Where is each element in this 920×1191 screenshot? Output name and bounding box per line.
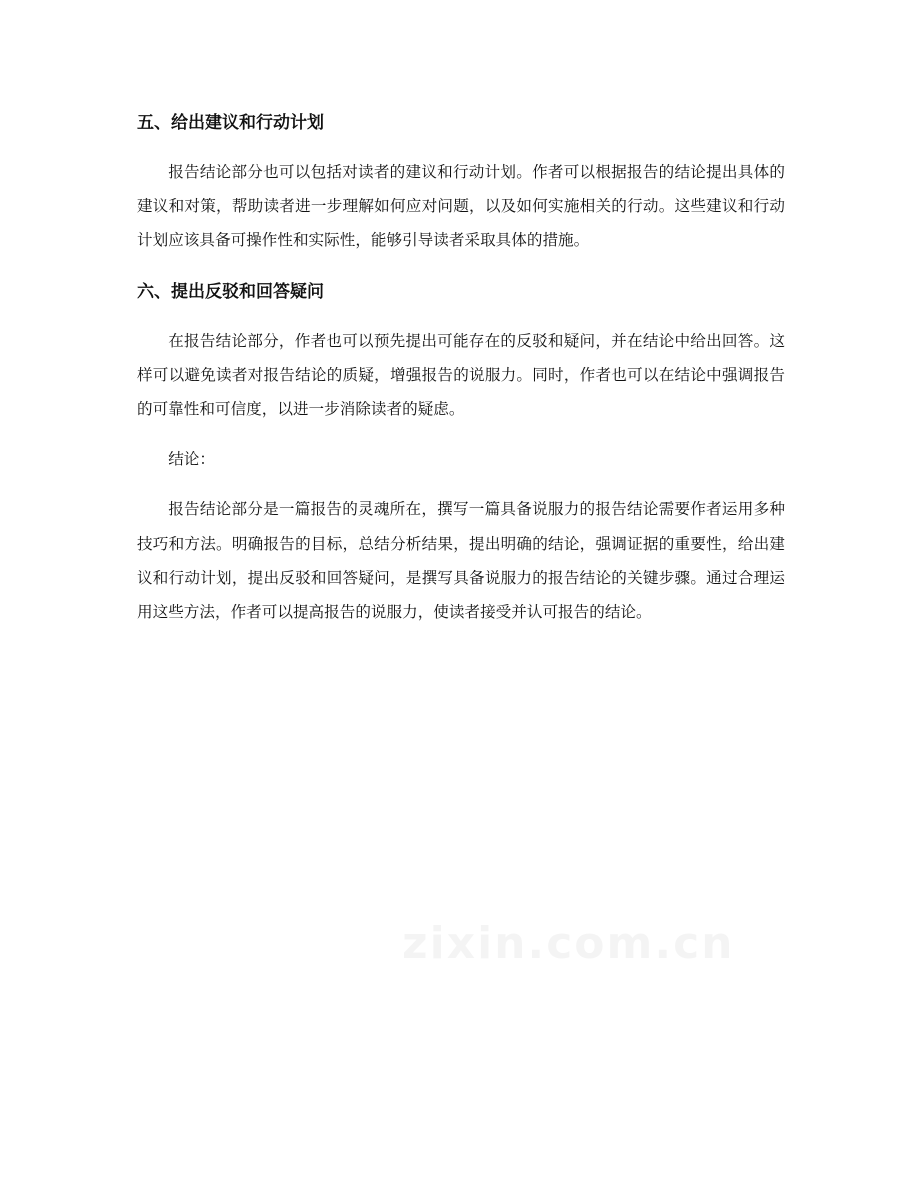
watermark — [402, 918, 734, 969]
section-6-heading: 六、提出反驳和回答疑问 — [137, 281, 324, 302]
conclusion-paragraph: 报告结论部分是一篇报告的灵魂所在，撰写一篇具备说服力的报告结论需要作者运用多种技巧和方法。明确报告的目标，总结分析结果，提出明确的结论，强调证据的重要性，给出建议和行动计划，提出反驳和回答疑问，是撰写具备说服力的报告结论的关键步骤。通过合理运用这些方法，作者可以提高报告的说服力，使读者接受并认可报告的结论。 — [137, 500, 785, 622]
section-6-paragraph: 在报告结论部分，作者也可以预先提出可能存在的反驳和疑问，并在结论中给出回答。这样可以避免读者对报告结论的质疑，增强报告的说服力。同时，作者也可以在结论中强调报告的可靠性和可信度，以进一步消除读者的疑虑。 — [137, 331, 785, 419]
section-5-heading: 五、给出建议和行动计划 — [137, 113, 324, 133]
section-5-paragraph: 报告结论部分也可以包括对读者的建议和行动计划。作者可以根据报告的结论提出具体的建议和对策，帮助读者进一步理解如何应对问题，以及如何实施相关的行动。这些建议和行动计划应该具备可操作性和实际性，能够引导读者采取具体的措施。 — [137, 163, 785, 250]
document-content — [137, 107, 785, 629]
conclusion-label: 结论： — [168, 450, 215, 469]
